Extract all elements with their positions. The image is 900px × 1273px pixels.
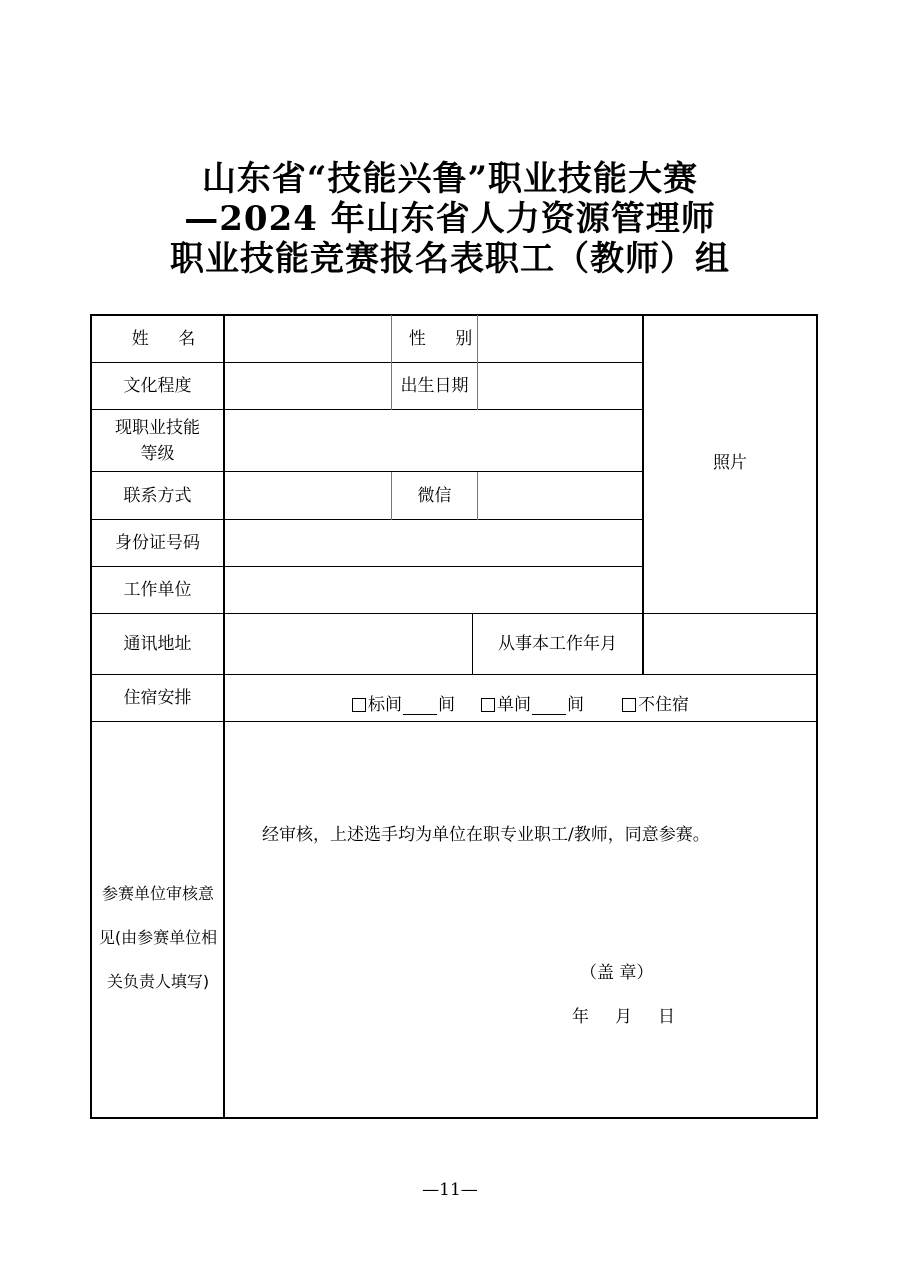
id-number-field[interactable] [225,520,642,566]
seal-placeholder: （盖 章） [580,963,654,983]
work-unit-label: 工作单位 [123,580,192,600]
work-years-label: 从事本工作年月 [498,634,617,654]
checkbox-icon[interactable] [481,698,495,712]
title-line-3: 职业技能竞赛报名表职工（教师）组 [170,239,730,279]
skill-level-label-line-1: 现职业技能 [115,417,200,438]
birth-date-field[interactable] [478,363,642,409]
skill-level-field[interactable] [225,410,642,471]
id-number-label: 身份证号码 [115,533,200,553]
education-label: 文化程度 [123,376,192,396]
lodging-label: 住宿安排 [123,688,192,708]
name-field[interactable] [225,316,391,362]
contact-label: 联系方式 [123,485,192,506]
review-statement: 经审核，上述选手均为单位在职专业职工/教师，同意参赛。 [262,825,710,845]
photo-area[interactable] [644,316,816,613]
name-label: 姓 名 [131,329,208,349]
address-label: 通讯地址 [123,634,192,654]
row-rule [91,721,817,722]
birth-date-label: 出生日期 [400,376,469,396]
date-day: 日 [658,1007,675,1027]
title-line-2: —2024 年山东省人力资源管理师 [184,199,716,239]
lodging-options [352,684,689,720]
title-line-1: 山东省“技能兴鲁”职业技能大赛 [201,159,699,199]
date-month: 月 [615,1007,632,1027]
contact-field[interactable] [225,472,391,519]
address-field[interactable] [225,614,472,674]
wechat-field[interactable] [478,472,642,519]
review-label-line-1: 参赛单位审核意 [101,884,214,903]
lodging-option-standard[interactable]: 标间 间 [352,690,455,715]
photo-label: 照片 [713,452,747,473]
education-field[interactable] [225,363,391,409]
gender-field[interactable] [478,316,642,362]
checkbox-icon[interactable] [622,698,636,712]
review-label-line-3: 关负责人填写) [106,972,210,991]
review-opinion-label [92,872,224,1004]
lodging-option-none[interactable]: 不住宿 [622,690,689,715]
page-number: —11— [422,1180,478,1200]
skill-level-label-line-2: 等级 [140,443,175,464]
work-unit-field[interactable] [225,567,642,613]
review-label-line-2: 见(由参赛单位相 [98,928,218,947]
lodging-option-single[interactable]: 单间 间 [481,690,584,715]
gender-label: 性 别 [408,329,485,349]
skill-level-label [92,410,223,471]
checkbox-icon[interactable] [352,698,366,712]
room-count-blank[interactable] [532,700,566,715]
room-count-blank[interactable] [403,700,437,715]
work-years-field[interactable] [644,614,816,674]
date-year: 年 [572,1007,589,1027]
signature-date [572,1002,675,1027]
wechat-label: 微信 [417,485,452,506]
